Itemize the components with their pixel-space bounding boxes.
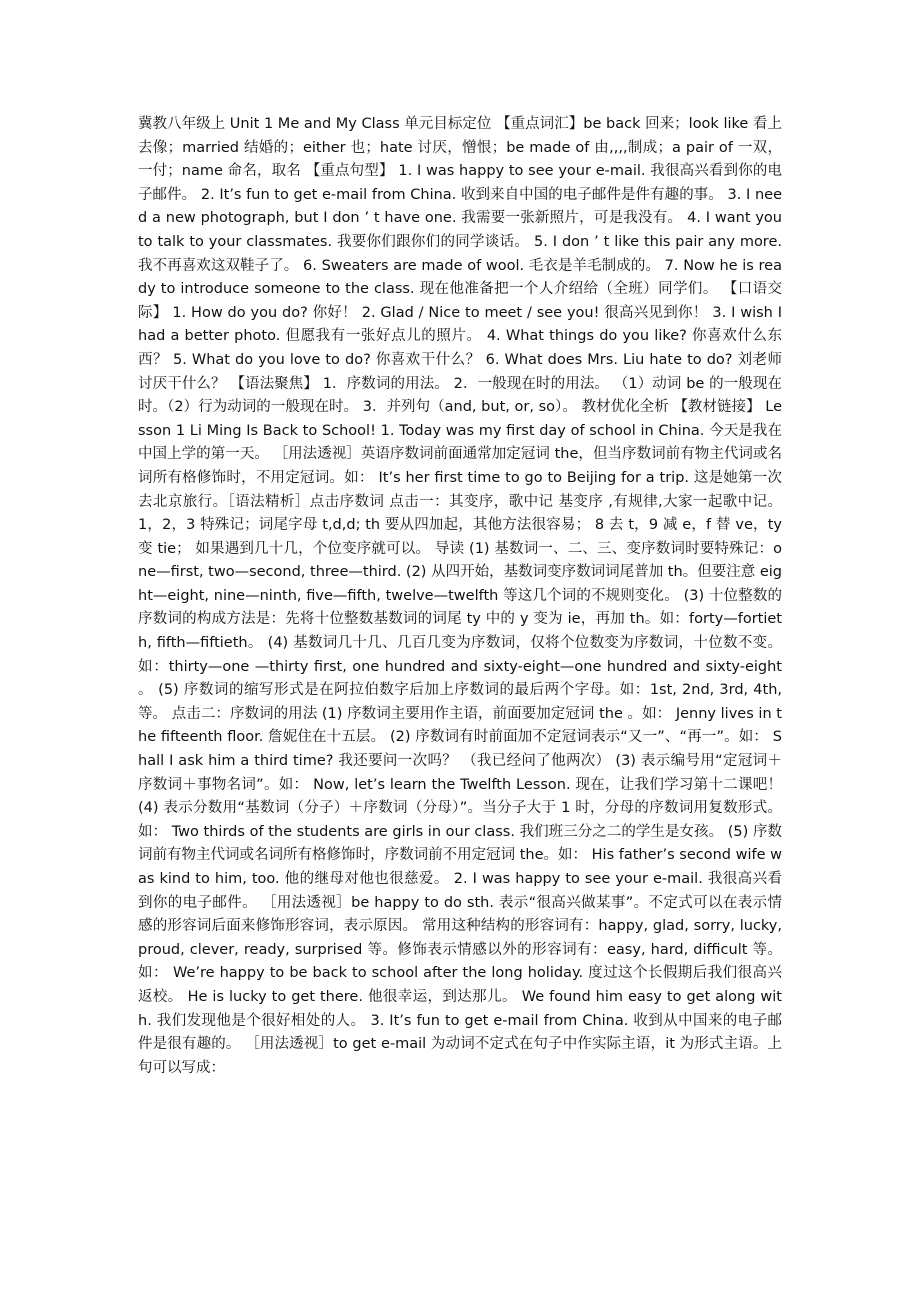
paragraph-oral-grammar-lesson1: 【口语交际】 1. How do you do? 你好！ 2. Glad / Nice to meet / see you! 很高兴见到你！ 3. I wish I had a better photo. 但愿我有一张好点儿的照片。 4. What things do you like? 你喜欢什么东西？ 5. What do you love to do? 你喜欢干什么？ 6. What does Mrs. Liu hate to do? 刘老师讨厌干什么？ 【语法聚焦】 1．序数词的用法。 2．一般现在时的用法。 （1）动词 be 的一般现在时。（2）行为动词的一般现在时。 3．并列句（and, but, or, so）。 教材优化全析 【教材链接】 Lesson 1 Li Ming Is Back to School! 1. Today was my first day of school in China. 今天是我在中国上学的第一天。 ［用法透视］英语序数词前面通常加定冠词 the，但当序数词前有物主代词或名词所有格修饰时，不用定冠词。如： It’s her first time to go to Beijing for a trip. 这是她第一次去北京旅行。［语法精析］点击序数词 点击一：其变序，歌中记 基变序 ,有规律,大家一起歌中记。 1，2，3 特殊记；词尾字母 t,d,d; th 要从四加起，其他方法很容易； 8 去 t，9 减 e，f 替 ve，ty 变 tie； 如果遇到几十几，个位变序就可以。 导读 (1) 基数词一、二、三、变序数词时要特殊记：one—first, two—second, three—third. (2) 从四开始，基数词变序数词词尾普加 th。但要注意 eight—eight, nine—ninth, five—fifth, twelve—twelfth 等这几个词的不规则变化。 (3) 十位整数的序数词的构成方法是：先将十位整数基数词的词尾 ty 中的 y 变为 ie，再加 th。如：forty—fortieth, fifth—fiftieth。 (4) 基数词几十几、几百几变为序数词，仅将个位数变为序数词，十位数不变。如：thirty—one —thirty first, one hundred and sixty-eight—one hundred and sixty-eight 。 (5) 序数词的缩写形式是在阿拉伯数字后加上序数词的最后两个字母。如：1st, 2nd, 3rd, 4th, 等。 点击二：序数词的用法 (1) 序数词主要用作主语，前面要加定冠词 the 。如： Jenny lives in the fifteenth floor. 詹妮住在十五层。 (2) 序数词有时前面加不定冠词表示“又一”、“再一”。如： Shall I ask him a third time? 我还要问一次吗？ （我已经问了他两次） (3) 表示编号用“定冠词＋序数词＋事物名词”。如： Now, let’s learn the Twelfth Lesson. 现在，让我们学习第十二课吧！ (4) 表示分数用“基数词（分子）＋序数词（分母）”。当分子大于 1 时，分母的序数词用复数形式。如： Two thirds of the students are girls in our class. 我们班三分之二的学生是女孩。 (5) 序数词前有物主代词或名词所有格修饰时，序数词前不用定冠词 the。如： His father’s second wife was kind to him, too. 他的继母对他也很慈爱。 [138, 281, 783, 887]
paragraph-happy-to-do: 2. I was happy to see your e-mail. 我很高兴看到你的电子邮件。 ［用法透视］be happy to do sth. 表示“很高兴做某事”。不定式可以在表示情感的形容词后面来修饰形容词，表示原因。 常用这种结构的形容词有：happy, glad, sorry, lucky, proud, clever, ready, surprised 等。修饰表示情感以外的形容词有：easy, hard, difficult 等。如： We’re happy to be back to school after the long holiday. 度过这个长假期后我们很高兴返校。 He is lucky to get there. 他很幸运，到达那儿。 We found him easy to get along with. 我们发现他是个很好相处的人。 3. It’s fun to get e-mail from China. 收到从中国来的电子邮件是很有趣的。 ［用法透视］to get e-mail 为动词不定式在句子中作实际主语，it 为形式主语。上句可以写成： [138, 871, 782, 1076]
paragraph-vocabulary-and-sentences: 冀教八年级上 Unit 1 Me and My Class 单元目标定位 【重点词汇】be back 回来；look like 看上去像；married 结婚的；either 也；hate 讨厌，憎恨；be made of 由,,,,制成；a pair of 一双，一付；name 命名，取名 【重点句型】 1. I was happy to see your e-mail. 我很高兴看到你的电子邮件。 2. It’s fun to get e-mail from China. 收到来自中国的电子邮件是件有趣的事。 3. I need a new photograph, but I don ’ t have one. 我需要一张新照片，可是我没有。 4. I want you to talk to your classmates. 我要你们跟你们的同学谈话。 5. I don ’ t like this pair any more. 我不再喜欢这双鞋子了。 6. Sweaters are made of wool. 毛衣是羊毛制成的。 7. Now he is ready to introduce someone to the class. 现在他准备把一个人介绍给（全班）同学们。 [138, 116, 782, 298]
document-body [138, 113, 782, 1080]
